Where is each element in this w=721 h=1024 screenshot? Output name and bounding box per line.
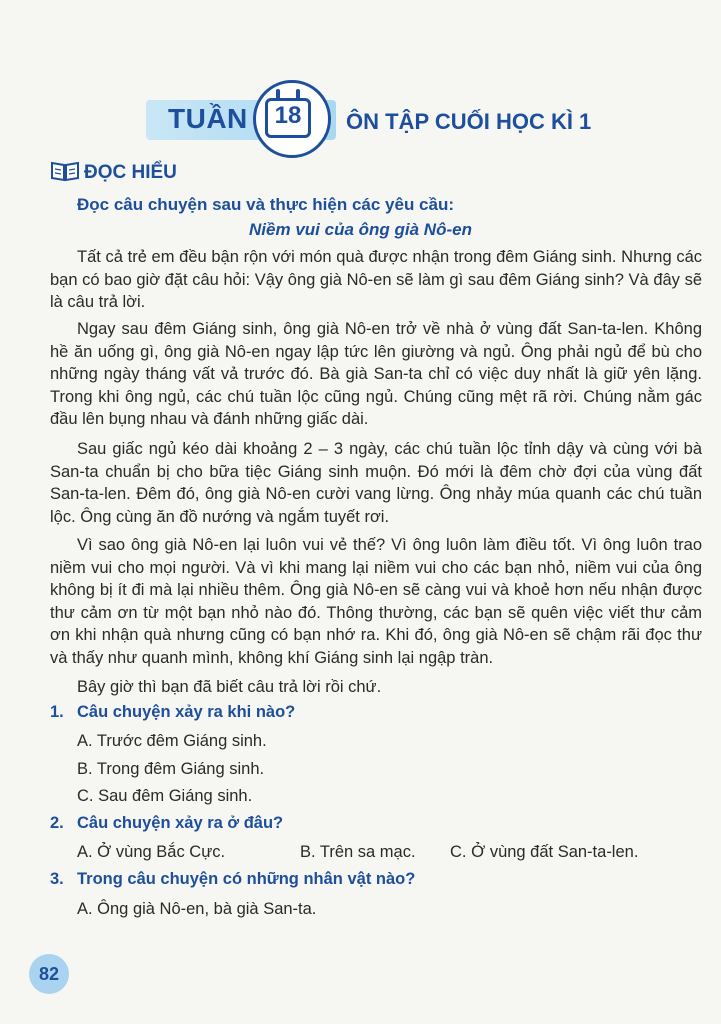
week-label: TUẦN	[168, 103, 248, 134]
answer-option[interactable]: C. Sau đêm Giáng sinh.	[77, 787, 253, 805]
question-number: 3.	[50, 870, 64, 888]
answer-option[interactable]: C. Ở vùng đất San-ta-len.	[450, 843, 639, 861]
unit-title: ÔN TẬP CUỐI HỌC KÌ 1	[346, 109, 592, 134]
question-text: Trong câu chuyện có những nhân vật nào?	[77, 870, 416, 888]
story-title: Niềm vui của ông già Nô-en	[249, 220, 472, 239]
answer-option[interactable]: B. Trong đêm Giáng sinh.	[77, 760, 265, 778]
question-number: 1.	[50, 703, 64, 721]
week-number: 18	[274, 102, 302, 129]
open-book-icon	[50, 160, 80, 182]
answer-option[interactable]: B. Trên sa mạc.	[300, 843, 416, 861]
question-2	[50, 814, 283, 833]
story-paragraph: Ngay sau đêm Giáng sinh, ông già Nô-en trở về nhà ở vùng đất San-ta-len. Không hề ăn uống gì, ông già Nô-en ngay lập tức lên giường và ngủ. Ông phải ngủ để bù cho những ngày tháng vất vả trước đó. Bà già San-ta chỉ có việc duy nhất là giữ yên lặng. Trong khi ông ngủ, các chú tuần lộc cũng ngủ. Chúng cũng mệt rã rời. Chúng nằm gác đầu lên bụng nhau và đánh những giấc dài.	[50, 320, 702, 428]
section-title: ĐỌC HIỂU	[84, 162, 177, 183]
question-number: 2.	[50, 814, 64, 832]
page-number: 82	[29, 954, 69, 994]
story-paragraph: Bây giờ thì bạn đã biết câu trả lời rồi chứ.	[77, 678, 382, 696]
question-3	[50, 870, 415, 889]
question-text: Câu chuyện xảy ra ở đâu?	[77, 814, 284, 832]
answer-option[interactable]: A. Ông già Nô-en, bà già San-ta.	[77, 900, 317, 918]
story-paragraph: Vì sao ông già Nô-en lại luôn vui vẻ thế? Vì ông luôn làm điều tốt. Vì ông luôn trao niềm vui cho mọi người. Và vì khi mang lại niềm vui cho các bạn nhỏ, niềm vui của ông không bị ít đi mà lại nhiều thêm. Ông già Nô-en sẽ càng vui và khoẻ hơn nếu nhận được thư cảm ơn từ một bạn nhỏ nào đó. Thông thường, các bạn sẽ quên việc viết thư cảm ơn khi nhận quà nhưng cũng có bạn nhớ ra. Khi đó, ông già Nô-en sẽ chậm rãi đọc thư và thấy như quanh mình, không khí Giáng sinh lại ngập tràn.	[50, 536, 702, 667]
question-text: Câu chuyện xảy ra khi nào?	[77, 703, 296, 721]
question-1	[50, 703, 295, 722]
story-paragraph: Sau giấc ngủ kéo dài khoảng 2 – 3 ngày, các chú tuần lộc tỉnh dậy và cùng với bà San-ta chuẩn bị cho bữa tiệc Giáng sinh muộn. Đó mới là đêm chờ đợi của vùng đất San-ta-len. Đêm đó, ông già Nô-en cười vang lừng. Ông nhảy múa quanh các chú tuần lộc. Ông cùng ăn đồ nướng và ngắm tuyết rơi.	[50, 440, 702, 526]
story-paragraph: Tất cả trẻ em đều bận rộn với món quà được nhận trong đêm Giáng sinh. Nhưng các bạn có bao giờ đặt câu hỏi: Vậy ông già Nô-en sẽ làm gì sau đêm Giáng sinh? Và đây sẽ là câu trả lời.	[50, 248, 702, 311]
answer-option[interactable]: A. Trước đêm Giáng sinh.	[77, 732, 267, 750]
answer-option[interactable]: A. Ở vùng Bắc Cực.	[77, 843, 226, 861]
instruction: Đọc câu chuyện sau và thực hiện các yêu cầu:	[77, 195, 455, 214]
